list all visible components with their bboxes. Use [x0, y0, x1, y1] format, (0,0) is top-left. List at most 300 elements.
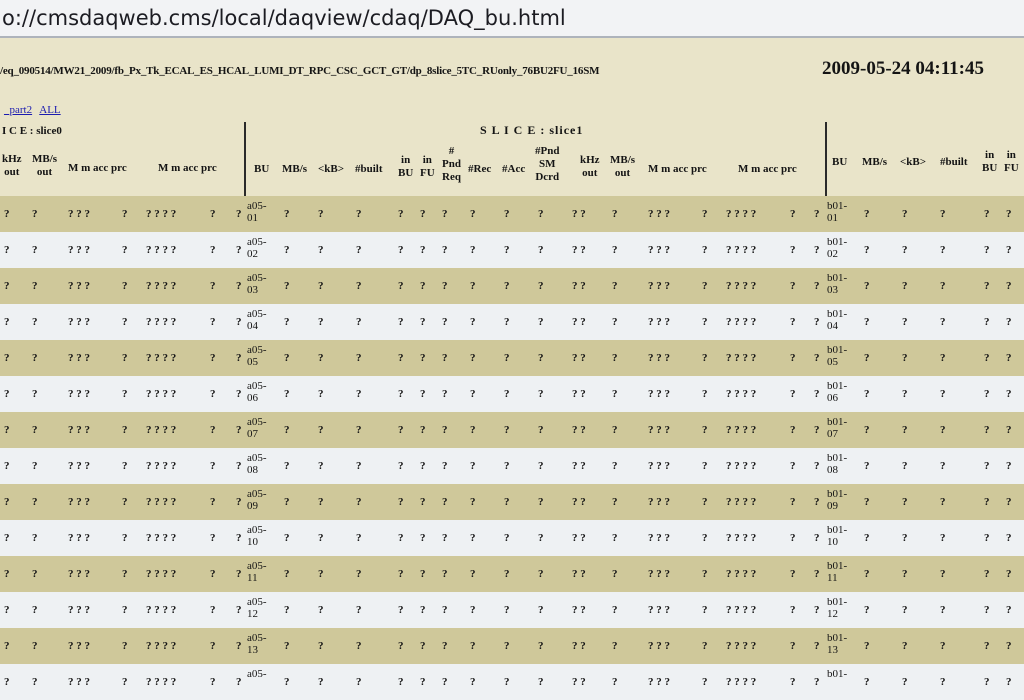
- table-cell: ?: [356, 532, 362, 544]
- table-cell: ?: [702, 640, 708, 652]
- table-cell: ?: [612, 568, 618, 580]
- table-cell: ?: [470, 244, 476, 256]
- table-cell: ?: [32, 496, 38, 508]
- table-cell: ?: [4, 640, 10, 652]
- table-cell: ?: [32, 352, 38, 364]
- table-cell: ?: [790, 460, 796, 472]
- table-cell: ?: [356, 244, 362, 256]
- table-cell: ?: [398, 352, 404, 364]
- table-cell: ?: [4, 316, 10, 328]
- table-cell: ?: [318, 676, 324, 688]
- table-cell: ? ? ? ?: [726, 352, 757, 364]
- table-cell: ?: [984, 280, 990, 292]
- table-cell: ?: [4, 496, 10, 508]
- table-cell: ?: [122, 316, 128, 328]
- table-cell: ?: [32, 280, 38, 292]
- table-cell: ?: [940, 640, 946, 652]
- table-cell: ? ? ? ?: [146, 424, 177, 436]
- table-cell: ?: [814, 532, 820, 544]
- table-cell: ?: [984, 532, 990, 544]
- table-cell: ?: [32, 640, 38, 652]
- slice1-title: S L I C E : slice1: [480, 123, 584, 137]
- table-cell: ? ? ? ?: [146, 316, 177, 328]
- table-cell: ?: [902, 244, 908, 256]
- table-cell: ?: [790, 532, 796, 544]
- table-cell: ?: [984, 496, 990, 508]
- table-cell: ?: [318, 244, 324, 256]
- table-cell: ?: [398, 568, 404, 580]
- table-cell: ?: [470, 604, 476, 616]
- table-cell: ?: [122, 424, 128, 436]
- table-cell: ? ?: [572, 640, 586, 652]
- table-cell: ?: [356, 388, 362, 400]
- table-cell: ? ? ?: [648, 208, 670, 220]
- bu-name-slice2: b01- 10: [827, 524, 848, 548]
- table-cell: ?: [442, 316, 448, 328]
- table-cell: ? ? ?: [648, 316, 670, 328]
- table-cell: ?: [790, 316, 796, 328]
- slice1-header-6: # Pnd Req: [442, 145, 461, 183]
- table-cell: ? ? ?: [648, 460, 670, 472]
- table-cell: ?: [790, 424, 796, 436]
- bu-name-slice2: b01- 09: [827, 488, 848, 512]
- table-row: [0, 376, 1024, 412]
- table-cell: ?: [442, 244, 448, 256]
- table-cell: ?: [504, 676, 510, 688]
- table-cell: ?: [122, 352, 128, 364]
- bu-name-slice1: a05- 06: [247, 380, 267, 404]
- table-cell: ?: [356, 568, 362, 580]
- table-cell: ? ? ?: [648, 640, 670, 652]
- table-cell: ?: [504, 244, 510, 256]
- table-cell: ?: [4, 280, 10, 292]
- table-cell: ?: [4, 244, 10, 256]
- table-cell: ?: [420, 604, 426, 616]
- table-cell: ?: [902, 280, 908, 292]
- table-cell: ?: [470, 496, 476, 508]
- table-cell: ?: [122, 568, 128, 580]
- table-cell: ?: [32, 208, 38, 220]
- slice1-header-4: in BU: [398, 154, 414, 179]
- table-cell: ?: [318, 604, 324, 616]
- table-cell: ?: [32, 568, 38, 580]
- table-cell: ?: [210, 604, 216, 616]
- slice1-header-2: <kB>: [318, 163, 344, 175]
- table-cell: ?: [864, 208, 870, 220]
- table-cell: ?: [984, 568, 990, 580]
- table-cell: ?: [236, 496, 242, 508]
- table-cell: ?: [790, 244, 796, 256]
- table-cell: ? ?: [572, 532, 586, 544]
- table-cell: ?: [420, 568, 426, 580]
- table-cell: ?: [538, 208, 544, 220]
- table-cell: ?: [4, 676, 10, 688]
- table-cell: ?: [442, 208, 448, 220]
- table-cell: ?: [864, 316, 870, 328]
- table-cell: ?: [284, 568, 290, 580]
- table-cell: ?: [814, 424, 820, 436]
- table-cell: ?: [612, 532, 618, 544]
- table-cell: ?: [236, 640, 242, 652]
- table-cell: ?: [318, 532, 324, 544]
- table-cell: ?: [940, 388, 946, 400]
- slice1-header-9: #Pnd SM Dcrd: [535, 145, 560, 183]
- table-cell: ? ?: [572, 424, 586, 436]
- table-cell: ?: [538, 640, 544, 652]
- table-cell: ?: [4, 424, 10, 436]
- bu-name-slice1: a05- 11: [247, 560, 267, 584]
- table-cell: ?: [864, 280, 870, 292]
- table-cell: ? ? ?: [68, 532, 90, 544]
- table-cell: ? ? ? ?: [726, 568, 757, 580]
- table-cell: ?: [284, 208, 290, 220]
- table-cell: ?: [420, 352, 426, 364]
- slice2-header-2: <kB>: [900, 156, 926, 168]
- table-cell: ? ? ? ?: [726, 208, 757, 220]
- table-cell: ?: [902, 640, 908, 652]
- table-cell: ?: [356, 208, 362, 220]
- table-cell: ?: [538, 460, 544, 472]
- bu-name-slice1: a05- 09: [247, 488, 267, 512]
- table-row: [0, 556, 1024, 592]
- table-cell: ?: [1006, 640, 1012, 652]
- table-cell: ?: [398, 244, 404, 256]
- table-cell: ?: [984, 388, 990, 400]
- table-cell: ? ? ? ?: [726, 424, 757, 436]
- table-cell: ?: [902, 316, 908, 328]
- table-row: [0, 592, 1024, 628]
- table-cell: ?: [504, 388, 510, 400]
- table-cell: ?: [814, 316, 820, 328]
- link-all[interactable]: ALL: [39, 104, 61, 116]
- table-cell: ?: [790, 568, 796, 580]
- table-cell: ? ? ?: [68, 568, 90, 580]
- table-cell: ?: [442, 496, 448, 508]
- table-cell: ? ? ?: [68, 316, 90, 328]
- table-cell: ?: [702, 676, 708, 688]
- table-cell: ?: [210, 280, 216, 292]
- table-cell: ?: [420, 388, 426, 400]
- table-cell: ? ? ?: [648, 676, 670, 688]
- table-cell: ?: [790, 208, 796, 220]
- table-cell: ?: [236, 424, 242, 436]
- bu-name-slice1: a05- 10: [247, 524, 267, 548]
- table-cell: ? ? ?: [68, 604, 90, 616]
- table-cell: ? ?: [572, 388, 586, 400]
- table-row: [0, 664, 1024, 700]
- table-cell: ? ? ? ?: [726, 244, 757, 256]
- table-cell: ? ? ? ?: [146, 352, 177, 364]
- table-cell: ? ? ? ?: [726, 676, 757, 688]
- table-cell: ?: [284, 280, 290, 292]
- table-cell: ? ? ? ?: [146, 640, 177, 652]
- table-cell: ?: [940, 604, 946, 616]
- table-cell: ?: [612, 676, 618, 688]
- table-cell: ?: [122, 244, 128, 256]
- table-cell: ?: [356, 676, 362, 688]
- table-cell: ?: [32, 460, 38, 472]
- table-cell: ? ? ?: [648, 424, 670, 436]
- table-cell: ?: [902, 676, 908, 688]
- table-cell: ?: [32, 676, 38, 688]
- table-cell: ?: [318, 496, 324, 508]
- table-cell: ?: [940, 352, 946, 364]
- bu-name-slice1: a05- 02: [247, 236, 267, 260]
- daq-bu-page: [0, 38, 1024, 688]
- table-cell: ?: [442, 532, 448, 544]
- table-cell: ?: [420, 280, 426, 292]
- table-cell: ?: [1006, 316, 1012, 328]
- table-cell: ?: [612, 640, 618, 652]
- table-cell: ?: [122, 460, 128, 472]
- table-cell: ?: [210, 244, 216, 256]
- table-row: [0, 412, 1024, 448]
- table-cell: ?: [1006, 532, 1012, 544]
- table-cell: ?: [470, 532, 476, 544]
- bu-name-slice2: b01- 03: [827, 272, 848, 296]
- table-cell: ?: [398, 424, 404, 436]
- table-cell: ? ?: [572, 244, 586, 256]
- table-cell: ?: [538, 676, 544, 688]
- table-cell: ?: [318, 568, 324, 580]
- table-cell: ?: [470, 352, 476, 364]
- table-cell: ?: [4, 388, 10, 400]
- table-cell: ?: [284, 640, 290, 652]
- table-cell: ?: [702, 424, 708, 436]
- slice2-header-5: in FU: [1004, 149, 1019, 174]
- table-cell: ?: [398, 496, 404, 508]
- table-cell: ?: [984, 316, 990, 328]
- table-cell: ?: [470, 460, 476, 472]
- table-cell: ? ? ?: [68, 352, 90, 364]
- bu-name-slice1: a05- 01: [247, 200, 267, 224]
- table-cell: ?: [236, 568, 242, 580]
- table-cell: ?: [504, 208, 510, 220]
- table-cell: ?: [236, 676, 242, 688]
- table-cell: ? ?: [572, 352, 586, 364]
- bu-name-slice1: a05- 05: [247, 344, 267, 368]
- table-cell: ?: [284, 316, 290, 328]
- table-cell: ?: [284, 460, 290, 472]
- table-cell: ?: [122, 496, 128, 508]
- table-cell: ?: [702, 460, 708, 472]
- table-cell: ?: [538, 568, 544, 580]
- table-cell: ?: [1006, 388, 1012, 400]
- table-cell: ?: [504, 604, 510, 616]
- table-cell: ?: [210, 208, 216, 220]
- table-cell: ?: [32, 424, 38, 436]
- table-cell: ?: [398, 604, 404, 616]
- table-cell: ?: [790, 352, 796, 364]
- slice1-header-10: kHz out: [580, 154, 600, 179]
- table-cell: ?: [814, 568, 820, 580]
- table-cell: ?: [4, 604, 10, 616]
- table-cell: ?: [236, 316, 242, 328]
- link-part2[interactable]: _part2: [4, 104, 33, 116]
- table-cell: ?: [284, 244, 290, 256]
- table-cell: ?: [356, 496, 362, 508]
- table-cell: ?: [318, 316, 324, 328]
- table-cell: ? ? ? ?: [726, 604, 757, 616]
- table-cell: ?: [612, 316, 618, 328]
- table-cell: ?: [1006, 568, 1012, 580]
- table-row: [0, 304, 1024, 340]
- table-cell: ? ? ?: [68, 424, 90, 436]
- table-cell: ? ?: [572, 280, 586, 292]
- table-cell: ?: [236, 604, 242, 616]
- table-cell: ?: [398, 208, 404, 220]
- table-cell: ?: [210, 640, 216, 652]
- table-cell: ?: [1006, 352, 1012, 364]
- table-row: [0, 448, 1024, 484]
- table-cell: ?: [398, 316, 404, 328]
- slice0-header-1: MB/s out: [32, 153, 58, 178]
- slice0-header-3: M m acc prc: [158, 162, 217, 174]
- bu-name-slice2: b01- 11: [827, 560, 848, 584]
- table-cell: ? ?: [572, 208, 586, 220]
- bu-name-slice1: a05- 13: [247, 632, 267, 656]
- table-cell: ?: [420, 244, 426, 256]
- table-cell: ?: [398, 388, 404, 400]
- address-bar[interactable]: o://cmsdaqweb.cms/local/daqview/cdaq/DAQ_bu.html: [0, 0, 1024, 38]
- table-cell: ?: [284, 424, 290, 436]
- table-cell: ?: [398, 280, 404, 292]
- table-cell: ? ? ? ?: [146, 460, 177, 472]
- table-cell: ?: [470, 280, 476, 292]
- table-cell: ?: [902, 496, 908, 508]
- table-cell: ? ? ?: [648, 568, 670, 580]
- table-cell: ?: [470, 388, 476, 400]
- table-cell: ?: [702, 352, 708, 364]
- table-cell: ?: [984, 460, 990, 472]
- table-cell: ?: [702, 244, 708, 256]
- table-cell: ?: [814, 496, 820, 508]
- table-cell: ?: [538, 496, 544, 508]
- table-cell: ?: [284, 352, 290, 364]
- table-cell: ?: [122, 388, 128, 400]
- table-cell: ?: [538, 280, 544, 292]
- table-cell: ?: [442, 388, 448, 400]
- bu-name-slice2: b01- 12: [827, 596, 848, 620]
- table-cell: ?: [210, 676, 216, 688]
- table-cell: ? ? ? ?: [726, 640, 757, 652]
- table-cell: ?: [470, 568, 476, 580]
- table-cell: ?: [814, 244, 820, 256]
- table-cell: ? ? ?: [648, 388, 670, 400]
- table-cell: ?: [814, 460, 820, 472]
- table-cell: ?: [538, 388, 544, 400]
- slice1-header-13: M m acc prc: [738, 163, 797, 175]
- table-row: [0, 232, 1024, 268]
- table-cell: ? ? ? ?: [146, 568, 177, 580]
- table-row: [0, 340, 1024, 376]
- table-cell: ?: [4, 460, 10, 472]
- bu-name-slice1: a05- 04: [247, 308, 267, 332]
- table-cell: ? ?: [572, 568, 586, 580]
- table-cell: ?: [612, 208, 618, 220]
- timestamp: 2009-05-24 04:11:45: [822, 58, 985, 79]
- table-cell: ?: [284, 676, 290, 688]
- table-cell: ?: [356, 604, 362, 616]
- table-cell: ?: [398, 532, 404, 544]
- table-cell: ?: [420, 532, 426, 544]
- slice2-header-4: in BU: [982, 149, 998, 174]
- slice1-header-11: MB/s out: [610, 154, 636, 179]
- bu-name-slice1: a05-: [247, 668, 267, 680]
- table-cell: ?: [612, 496, 618, 508]
- bu-table-body: [0, 196, 1024, 700]
- table-cell: ?: [612, 460, 618, 472]
- table-cell: ?: [612, 280, 618, 292]
- table-cell: ?: [1006, 676, 1012, 688]
- table-cell: ?: [32, 532, 38, 544]
- table-cell: ?: [356, 316, 362, 328]
- table-cell: ?: [420, 424, 426, 436]
- bu-name-slice2: b01- 01: [827, 200, 848, 224]
- table-cell: ?: [902, 604, 908, 616]
- table-cell: ? ?: [572, 496, 586, 508]
- table-cell: ?: [702, 604, 708, 616]
- table-cell: ? ? ? ?: [146, 280, 177, 292]
- table-cell: ?: [790, 388, 796, 400]
- table-cell: ?: [1006, 604, 1012, 616]
- table-cell: ? ? ?: [648, 280, 670, 292]
- table-cell: ?: [442, 352, 448, 364]
- table-cell: ?: [442, 460, 448, 472]
- table-cell: ?: [1006, 424, 1012, 436]
- table-cell: ?: [702, 280, 708, 292]
- table-cell: ?: [318, 460, 324, 472]
- table-cell: ?: [32, 388, 38, 400]
- table-cell: ?: [210, 424, 216, 436]
- slice1-header-5: in FU: [420, 154, 435, 179]
- table-cell: ?: [470, 676, 476, 688]
- table-cell: ?: [814, 280, 820, 292]
- table-cell: ?: [612, 244, 618, 256]
- table-cell: ?: [612, 604, 618, 616]
- table-cell: ?: [790, 604, 796, 616]
- table-cell: ?: [790, 676, 796, 688]
- table-cell: ?: [538, 316, 544, 328]
- table-cell: ?: [702, 316, 708, 328]
- table-cell: ? ? ?: [648, 244, 670, 256]
- table-cell: ? ?: [572, 676, 586, 688]
- bu-name-slice1: a05- 12: [247, 596, 267, 620]
- table-cell: ?: [940, 208, 946, 220]
- table-cell: ? ? ?: [68, 208, 90, 220]
- table-cell: ?: [504, 640, 510, 652]
- table-cell: ?: [902, 352, 908, 364]
- table-cell: ? ? ? ?: [146, 496, 177, 508]
- table-cell: ?: [356, 352, 362, 364]
- table-cell: ?: [940, 316, 946, 328]
- table-cell: ?: [984, 352, 990, 364]
- table-cell: ? ? ?: [68, 244, 90, 256]
- bu-name-slice1: a05- 03: [247, 272, 267, 296]
- table-cell: ? ?: [572, 604, 586, 616]
- table-cell: ? ? ? ?: [726, 316, 757, 328]
- table-cell: ? ? ? ?: [726, 388, 757, 400]
- table-cell: ?: [864, 352, 870, 364]
- table-cell: ?: [940, 280, 946, 292]
- table-cell: ?: [864, 676, 870, 688]
- table-cell: ?: [470, 316, 476, 328]
- table-cell: ?: [940, 676, 946, 688]
- table-cell: ? ? ?: [68, 640, 90, 652]
- table-cell: ?: [236, 208, 242, 220]
- table-cell: ?: [504, 424, 510, 436]
- slice1-header-8: #Acc: [502, 163, 526, 175]
